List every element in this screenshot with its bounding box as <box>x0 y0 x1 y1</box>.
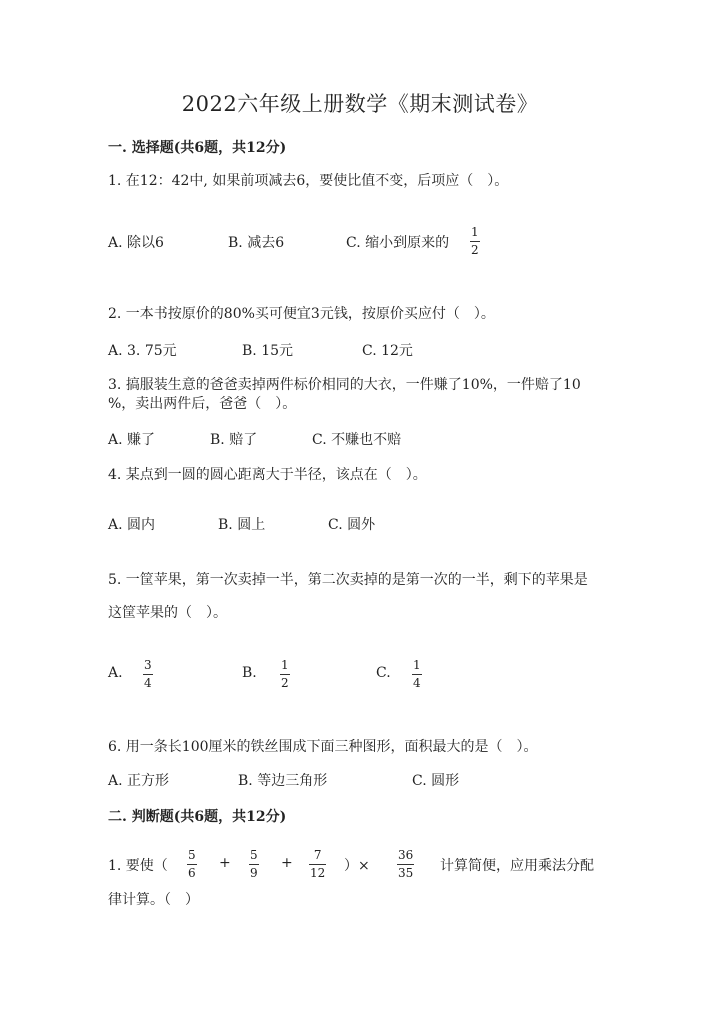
question-5-option-a: A. <box>108 665 123 681</box>
fraction-numerator: 1 <box>281 658 289 672</box>
fraction-bar <box>280 674 290 675</box>
judgement-1-suffix: 计算简便，应用乘法分配 <box>440 858 594 874</box>
question-4-option-c: C. 圆外 <box>328 517 376 533</box>
question-4-option-b: B. 圆上 <box>218 517 266 533</box>
fraction-numerator: 1 <box>471 225 479 239</box>
page-title: 2022六年级上册数学《期末测试卷》 <box>181 92 539 116</box>
fraction-bar <box>397 864 414 865</box>
question-5-option-b-fraction <box>280 659 290 690</box>
question-1-option-c: C. 缩小到原来的 <box>346 235 450 251</box>
fraction-denominator: 12 <box>310 866 326 880</box>
section-heading-judgement: 二. 判断题(共6题，共12分) <box>108 809 287 825</box>
plus-sign-1: + <box>219 855 231 871</box>
question-4-stem: 4. 某点到一圆的圆心距离大于半径，该点在（ ）。 <box>108 467 427 483</box>
fraction-denominator: 6 <box>188 866 196 880</box>
section-heading-choice: 一. 选择题(共6题，共12分) <box>108 140 287 156</box>
fraction-numerator: 3 <box>144 658 152 672</box>
question-3-stem-line1: 3. 搞服装生意的爸爸卖掉两件标价相同的大衣，一件赚了10%，一件赔了10 <box>108 377 581 393</box>
question-5-stem-line1: 5. 一筐苹果，第一次卖掉一半，第二次卖掉的是第一次的一半，剩下的苹果是 <box>108 572 588 588</box>
fraction-numerator: 5 <box>250 848 258 862</box>
question-1-stem: 1. 在12：42中, 如果前项减去6，要使比值不变，后项应（ ）。 <box>108 173 509 189</box>
question-2-option-b: B. 15元 <box>242 343 294 359</box>
question-6-stem: 6. 用一条长100厘米的铁丝围成下面三种图形，面积最大的是（ ）。 <box>108 739 538 755</box>
judgement-1-fraction-2 <box>249 849 259 880</box>
plus-sign-2: + <box>281 855 293 871</box>
close-paren-times: ）× <box>344 858 370 874</box>
fraction-numerator: 7 <box>313 848 322 862</box>
question-5-option-a-fraction <box>143 659 153 690</box>
question-5-option-b: B. <box>242 665 257 681</box>
fraction-numerator: 36 <box>398 848 414 862</box>
fraction-denominator: 4 <box>413 676 421 690</box>
fraction-denominator: 9 <box>250 866 258 880</box>
fraction-bar <box>470 241 480 242</box>
question-6-option-c: C. 圆形 <box>412 773 460 789</box>
fraction-denominator: 35 <box>398 866 414 880</box>
fraction-bar <box>309 864 326 865</box>
question-4-option-a: A. 圆内 <box>108 517 156 533</box>
question-3-option-c: C. 不赚也不赔 <box>312 432 402 448</box>
judgement-1-fraction-3 <box>309 849 326 880</box>
question-3-option-a: A. 赚了 <box>108 432 156 448</box>
fraction-numerator: 5 <box>188 848 196 862</box>
fraction-denominator: 2 <box>281 676 289 690</box>
fraction-numerator: 1 <box>413 658 421 672</box>
fraction-denominator: 2 <box>471 243 479 257</box>
fraction-bar <box>249 864 259 865</box>
question-6-option-b: B. 等边三角形 <box>238 773 328 789</box>
fraction-denominator: 4 <box>144 676 152 690</box>
question-1-option-a: A. 除以6 <box>108 235 164 251</box>
question-2-option-a: A. 3. 75元 <box>108 343 177 359</box>
judgement-1-line2: 律计算。（ ） <box>108 892 199 908</box>
question-2-option-c: C. 12元 <box>362 343 413 359</box>
question-5-option-c-fraction <box>412 659 422 690</box>
fraction-bar <box>412 674 422 675</box>
fraction-bar <box>187 864 197 865</box>
judgement-1-fraction-1 <box>187 849 197 880</box>
judgement-1-prefix: 1. 要使（ <box>108 858 168 874</box>
question-3-option-b: B. 赔了 <box>210 432 258 448</box>
question-5-stem-line2: 这筐苹果的（ ）。 <box>108 605 227 621</box>
question-1-option-c-fraction <box>470 226 480 257</box>
judgement-1-fraction-4 <box>397 849 414 880</box>
fraction-bar <box>143 674 153 675</box>
question-2-stem: 2. 一本书按原价的80%买可便宜3元钱，按原价买应付（ ）。 <box>108 306 495 322</box>
question-3-stem-line2: %，卖出两件后，爸爸（ ）。 <box>108 396 297 412</box>
question-5-option-c: C. <box>376 665 391 681</box>
question-1-option-b: B. 减去6 <box>228 235 285 251</box>
question-6-option-a: A. 正方形 <box>108 773 170 789</box>
